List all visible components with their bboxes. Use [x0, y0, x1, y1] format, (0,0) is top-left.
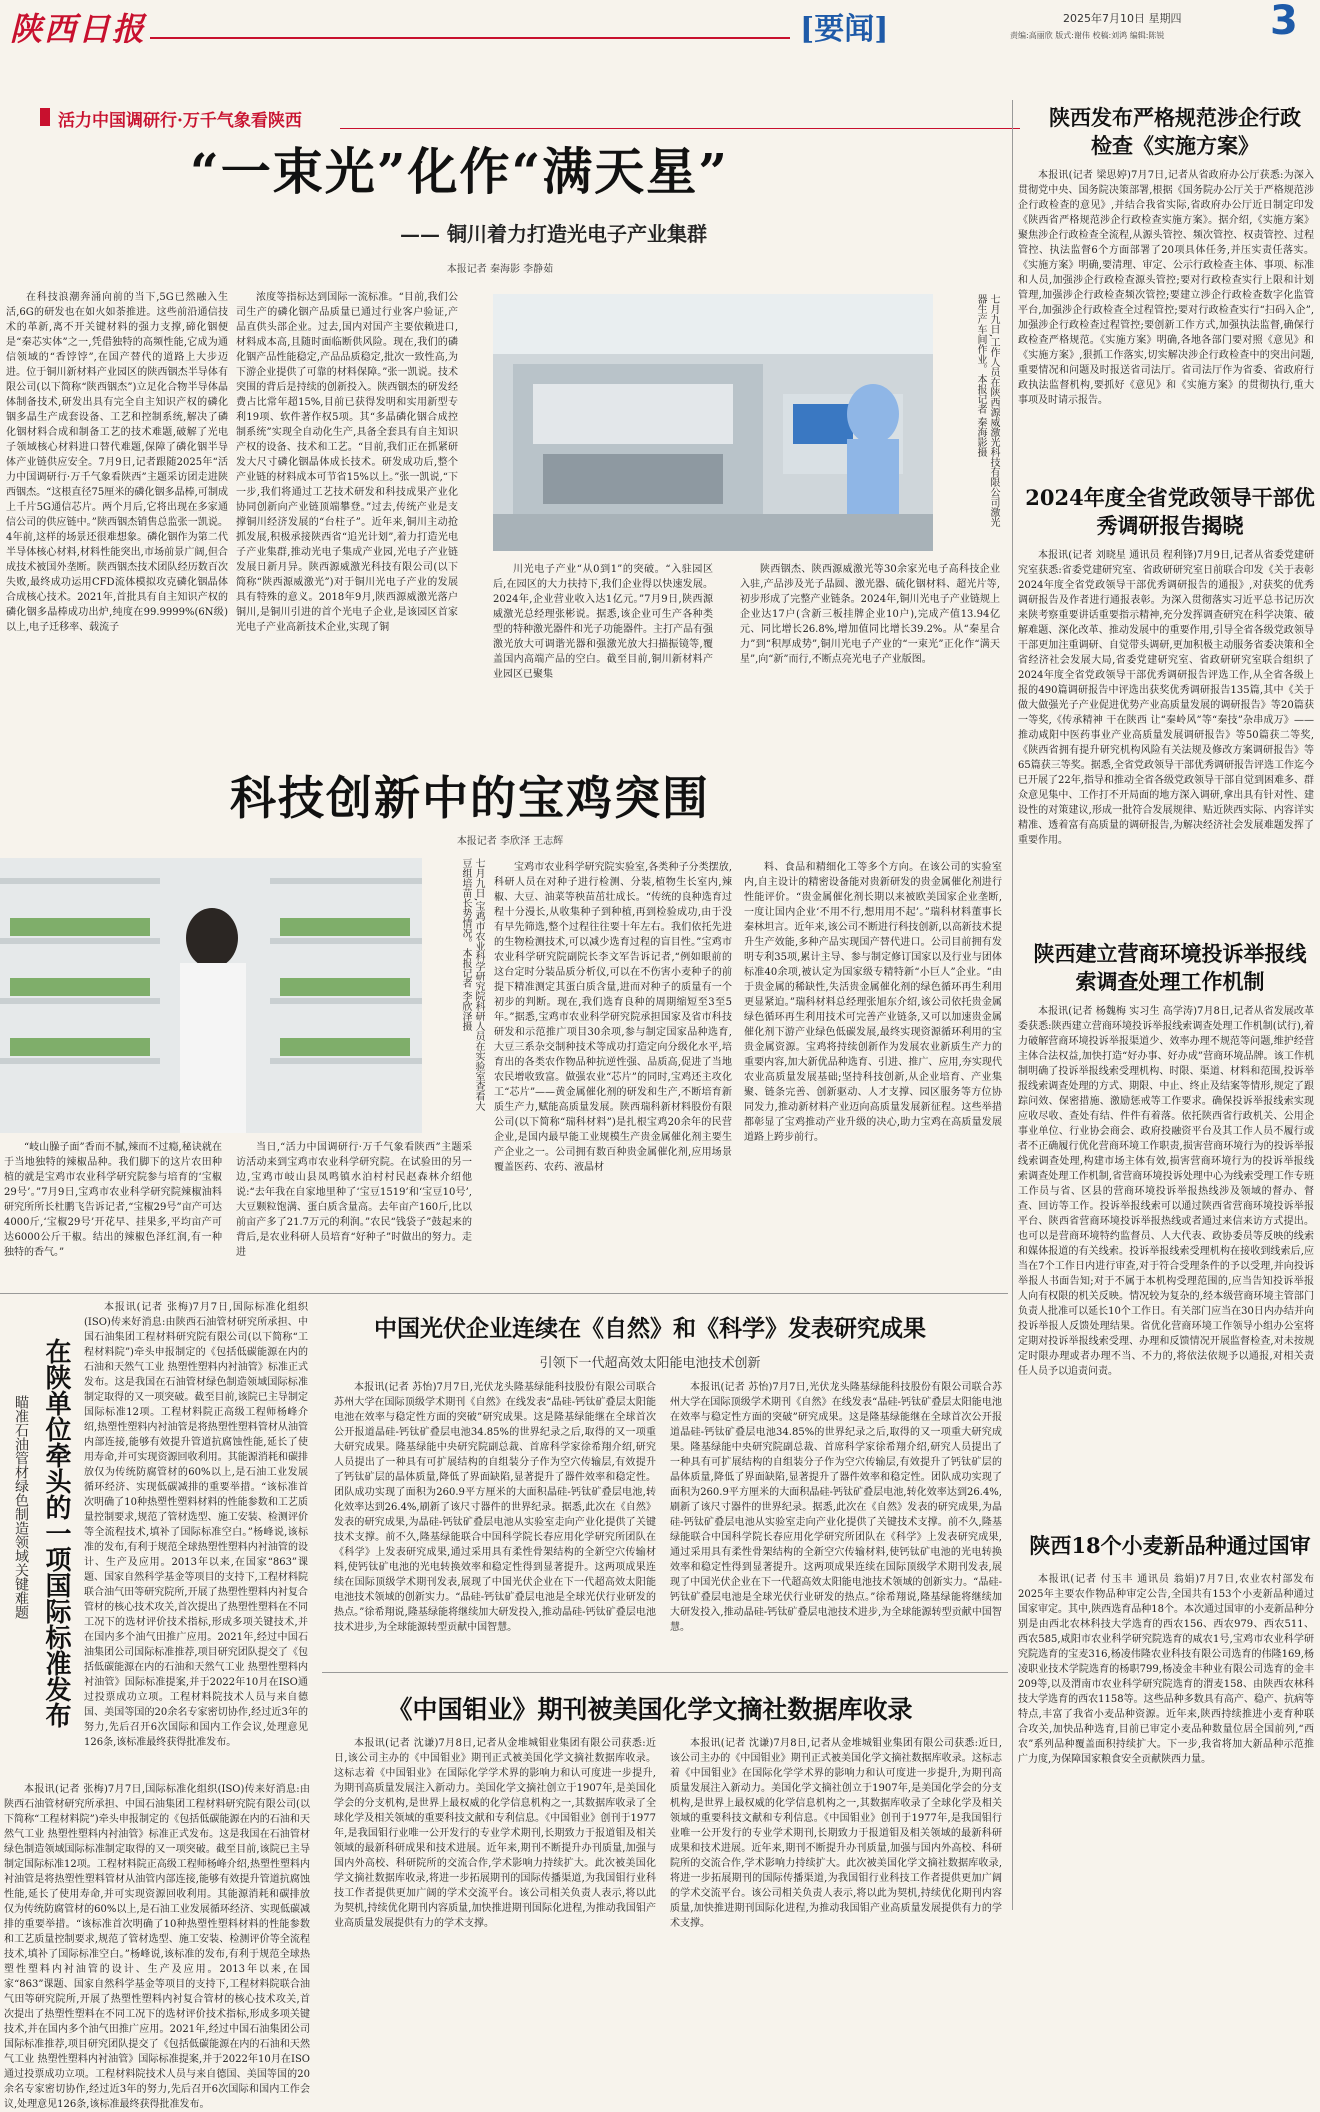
factory-photo-illustration: [493, 294, 933, 551]
moly-body-col-1: 本报讯(记者 沈谦)7月8日,记者从金堆城钼业集团有限公司获悉:近日,该公司主办的《中国钼业》期刊正式被美国化学文摘社数据库收录。这标志着《中国钼业》在国际化学学术界的影响力和认可度进一步提升,为期刊高质量发展注入新动力。美国化学文摘社创立于1907年,是美国化学会的分支机构,是世界上最权威的化学信息机构之一,其数据库收录了全球化学及相关领域的重要科技文献和专利信息。《中国钼业》创刊于1977年,是我国钼行业唯一公开发行的专业学术期刊,长期致力于报道钼及相关领域的最新科研成果和技术进展。近年来,期刊不断提升办刊质量,加强与国内外高校、科研院所的交流合作,学术影响力持续扩大。此次被美国化学文摘社数据库收录,将进一步拓展期刊的国际传播渠道,为我国钼行业科技工作者提供更加广阔的学术交流平台。该公司相关负责人表示,将以此为契机,持续优化期刊内容质量,加快推进期刊国际化进程,为推动我国钼产业高质量发展提供有力的学术支撑。: [334, 1738, 656, 1929]
issue-date: 2025年7月10日 星期四: [1063, 12, 1182, 25]
right-article-1-body: 本报讯(记者 梁思婷)7月7日,记者从省政府办公厅获悉:为深入贯彻党中央、国务院决策部署,根据《国务院办公厅关于严格规范涉企行政检查的意见》,并结合我省实际,省政府办公厅近日制定印发《陕西省严格规范涉企行政检查实施方案》。据介绍,《实施方案》聚焦涉企行政检查全流程,从源头管控、频次管控、权责管控、过程管控、执法监督6个方面部署了20项具体任务,并压实责任落实。《实施方案》明确,要清理、审定、公示行政检查主体、事项、标准和人员,加强涉企行政检查源头管控;要对行政检查实行上限和计划管理,加强涉企行政检查频次管控;要建立涉企行政检查数字化监管平台,加强涉企行政检查全过程管控;要对行政检查实行“扫码入企”,加强涉企行政检查过程管控;要创新工作方式,加强执法监督,确保行政检查严格规范。《实施方案》明确,各地各部门要对照《意见》和《实施方案》,狠抓工作落实,切实解决涉企行政检查中的突出问题,重要情况和问题及时报送省司法厅。省司法厅作为省委、省政府行政执法监督机构,要抓好《意见》和《实施方案》的贯彻执行,重大事项及时请示报告。: [1018, 170, 1314, 406]
baoji-headline: 科技创新中的宝鸡突围: [230, 771, 710, 825]
baoji-photo-lab: [0, 858, 422, 1133]
lead-col-2: 浓度等指标达到国际一流标准。“目前,我们公司生产的磷化铟产品质量已通过行业客户验证,产品直供头部企业。过去,国内对国产主要依赖进口,材料成本高,且随时面临断供风险。现在,我们的磷化铟产品性能稳定,产品品质稳定,批次一致性高,为下游企业提供了可靠的材料保障。”张一凯说。技术突围的背后是持续的创新投入。陕西铟杰的研发经费占比常年超15%,目前已获得发明和实用新型专利19项、软件著作权5项。其“多晶磷化铟合成控制系统”实现全自动化生产,具备全套具有自主知识产权的设备、技术和工艺。“目前,我们正在抓紧研发大尺寸磷化铟晶体成长技术。研发成功后,整个产业链的材料成本可节省15%以上。”张一凯说,“下一步,我们将通过工艺技术研发和科技成果产业化协同创新向产业链顶端攀登。”过去,传统产业是支撑铜川经济发展的“台柱子”。近年来,铜川主动抢抓发展,积极承接陕西省“追光计划”,着力打造光电子产业集群,推动光电子集成产业园,光电子产业链发展日新月异。陕西源威激光科技有限公司(以下简称“陕西源威激光”)对于铜川光电子产业的发展具有特殊的意义。2018年9月,陕西源威激光落户铜川,是铜川引进的首个光电子企业,是该园区首家光电子产业高新技术企业,实现了铜: [236, 292, 458, 633]
right-article-1-headline: 陕西发布严格规范涉企行政检查《实施方案》: [1049, 105, 1301, 158]
lead-byline: 本报记者 秦海影 李静茹: [446, 264, 554, 275]
right-article-2-headline: 2024年度全省党政领导干部优秀调研报告揭晓: [1025, 485, 1315, 538]
masthead: [0, 0, 1320, 48]
lead-col-1: 在科技浪潮奔涌向前的当下,5G已然融入生活,6G的研发也在如火如荼推进。这些前沿通信技术的革新,离不开关键材料的强力支撑,碲化铟便是“秦芯实体”之一,凭借独特的高频性能,它成为通信领域的“香饽饽”,在国产替代的道路上大步迈进。位于铜川新材料产业园区的陕西铟杰半导体有限公司(以下简称“陕西铟杰”)立足化合物半导体晶体制备技术,研发出具有完全自主知识产权的磷化铟多晶生产成套设备、工艺和控制系统,解决了磷化铟材料合成和制备工艺的技术难题,破解了光电子领域核心材料进口替代难题,保障了磷化铟半导体产业链供应安全。7月9日,记者跟随2025年“活力中国调研行·万千气象看陕西”主题采访团走进陕西铟杰。“这根直径75厘米的磷化铟多晶棒,可制成上千片5G通信芯片。两个月后,它将出现在多家通信公司的供应链中。”陕西铟杰销售总监张一凯说。4年前,这样的场景还很难想象。磷化铟作为第二代半导体核心材料,材料性能突出,市场前景广阔,但合成技术被国外垄断。陕西铟杰技术团队经历数百次失败,最终成功运用CFD流体模拟攻克磷化铟晶体合成核心技术。2021年,首批具有自主知识产权的磷化铟多晶棒成功出炉,纯度在99.9999%(6N级)以上,电子迁移率、载流子: [6, 292, 228, 633]
column-divider: [1012, 100, 1013, 1910]
lead-col-4: 陕西铟杰、陕西源威激光等30余家光电子高科技企业入驻,产品涉及光子晶圆、激光器、硫化铟材料、超光片等,初步形成了完整产业链条。2024年,铜川光电子产业链规上企业达17户(含新三板挂牌企业10户),完成产值13.94亿元、同比增长26.8%,增加值同比增长39.2%。从“秦星合力”到“积厚成势”,铜川光电子产业的“一束光”正化作“满天星”,向“新”而行,不断点亮光电子产业版图。: [740, 564, 1000, 665]
staff-line: 责编:高丽欣 版式:谢伟 校稿:刘鸿 编辑:陈锐: [1010, 31, 1165, 40]
right-article-4-headline: 陕西18个小麦新品种通过国审: [1029, 1533, 1311, 1558]
masthead-logo: 陕西日报: [10, 10, 147, 48]
baoji-col-1: “岐山臊子面”香而不腻,辣而不过瘾,秘诀就在于当地独特的辣椒品种。我们脚下的这片农田种植的就是宝鸡市农业科学研究院参与培育的‘宝椒29号’。”7月9日,宝鸡市农业科学研究院辣椒油料研究所所长杜鹏飞告诉记者,“宝椒29号”亩产可达4000斤,‘宝椒29号’开花早、挂果多,平均亩产可达6000公斤干椒。结出的辣椒色泽红润,有一种独特的香气。”: [4, 1142, 222, 1258]
bottom-left-body-top: 本报讯(记者 张梅)7月7日,国际标准化组织(ISO)传来好消息:由陕西石油管材研究所承担、中国石油集团工程材料研究院有限公司(以下简称“工程材料院”)牵头申报制定的《包括低碳能源在内的石油和天然气工业 热塑性塑料内衬油管》标准正式发布。这是我国在石油管材绿色制造领域国际标准制定取得的又一项突破。截至目前,该院已主导制定国际标准12项。工程材料院正高级工程师杨峰介绍,热塑性塑料内衬油管是将热塑性塑料管材从油管内部连接,能够有效提升管道抗腐蚀性能,延长了使用寿命,并可实现资源回收利用。其能源消耗和碳排放仅为传统防腐管材的60%以上,是石油工业发展循环经济、实现低碳减排的重要举措。“该标准首次明确了10种热塑性塑料材料的性能参数和工艺质量控制要求,规范了管材选型、施工安装、检测评价等全流程技术,填补了国际标准空白。”杨峰说,该标准的发布,有利于规范全球热塑性塑料内衬油管的设计、生产及应用。2013年以来,在国家“863”课题、国家自然科学基金等项目的支持下,工程材料院联合油气田等研究院所,开展了热塑性塑料内衬复合管材的核心技术攻关,首次提出了热塑性塑料在不同工况下的选材评价技术指标,形成多项关键技术,并在国内多个油气田推广应用。2021年,经过中国石油集团公司国际标准推荐,项目研究团队提交了《包括低碳能源在内的石油和天然气工业 热塑性塑料内衬油管》国际标准提案,并于2022年10月在ISO通过投票成功立项。工程材料院技术人员与来自德国、美国等国的20余名专家密切协作,经过近3年的努力,先后召开6次国际和国内工作会议,处理意见126条,该标准最终获得批准发布。: [84, 1302, 308, 1748]
lead-col-3: 川光电子产业“从0到1”的突破。“入驻园区后,在园区的大力扶持下,我们企业得以快速发展。2024年,企业营业收入达1亿元。”7月9日,陕西源威激光总经理张彬说。据悉,该企业可生产各种类型的特种激光器件和光子功能器件。主打产品有强激光放大可调谐光器和强激光放大扫描振镜等,覆盖国内高端产品的空白。截至目前,铜川新材料产业园区已聚集: [493, 564, 713, 680]
pv-subhead: 引领下一代超高效太阳能电池技术创新: [539, 1356, 761, 1371]
topic-banner-label: 活力中国调研行·万千气象看陕西: [58, 111, 302, 131]
bottom-left-subhead: 瞄准石油管材绿色制造领域关键难题: [13, 1395, 29, 1619]
right-article-4-body: 本报讯(记者 付玉丰 通讯员 翁娟)7月7日,农业农村部发布2025年主要农作物品种审定公告,全国共有153个小麦新品种通过国家审定。其中,陕西选育品种18个。本次通过国审的小麦新品种分别是由西北农林科技大学选育的西农156、西农979、西农511、西农585,咸阳市农业科学研究院选育的咸农1号,宝鸡市农业科学研究院选育的宝麦316,杨凌伟隆农业科技有限公司选育的伟隆169,杨凌职业技术学院选育的杨职799,杨凌金丰种业有限公司选育的金丰209等,以及渭南市农业科学研究院选育的渭麦158、由陕西农林科技大学选育的西农1158等。这些品种多数具有高产、稳产、抗病等特点,丰富了我省小麦品种资源。近年来,陕西持续推进小麦育种联合攻关,加快品种选育,目前已审定小麦品种数量位居全国前列,“西农”系列品种覆盖面积持续扩大。下一步,我省将加大新品种示范推广力度,为保障国家粮食安全贡献陕西力量。: [1018, 1574, 1314, 1765]
topic-banner: [40, 104, 1000, 130]
lead-subhead: —— 铜川着力打造光电子产业集群: [400, 222, 707, 246]
pv-body-col-2: 本报讯(记者 苏怡)7月7日,光伏龙头隆基绿能科技股份有限公司联合苏州大学在国际顶级学术期刊《自然》在线发表“晶硅-钙钛矿叠层太阳能电池在效率与稳定性方面的突破”研究成果。这是隆基绿能继在全球首次公开报道晶硅-钙钛矿叠层电池34.85%的世界纪录之后,取得的又一项重大研究成果。隆基绿能中央研究院副总裁、首席科学家徐希翔介绍,研究人员提出了一种具有可扩展结构的自组装分子作为空穴传输层,有效提升了钙钛矿层的晶体质量,降低了界面缺陷,显著提升了器件效率和稳定性。团队成功实现了面积为260.9平方厘米的大面积晶硅-钙钛矿叠层电池,转化效率达到26.4%,刷新了该尺寸器件的世界纪录。据悉,此次在《自然》发表的研究成果,为晶硅-钙钛矿叠层电池从实验室走向产业化提供了关键技术支撑。前不久,隆基绿能联合中国科学院长春应用化学研究所团队在《科学》上发表研究成果,通过采用具有柔性骨架结构的全新空穴传输材料,使钙钛矿电池的光电转换效率和稳定性得到显著提升。这两项成果连续在国际顶级学术期刊发表,展现了中国光伏企业在下一代超高效太阳能电池技术领域的创新实力。“晶硅-钙钛矿叠层电池是全球光伏行业研发的热点。”徐希翔说,隆基绿能将继续加大研发投入,推动晶硅-钙钛矿叠层电池技术进步,为全球能源转型贡献中国智慧。: [670, 1382, 1002, 1633]
pv-body-col-1: 本报讯(记者 苏怡)7月7日,光伏龙头隆基绿能科技股份有限公司联合苏州大学在国际顶级学术期刊《自然》在线发表“晶硅-钙钛矿叠层太阳能电池在效率与稳定性方面的突破”研究成果。这是隆基绿能继在全球首次公开报道晶硅-钙钛矿叠层电池34.85%的世界纪录之后,取得的又一项重大研究成果。隆基绿能中央研究院副总裁、首席科学家徐希翔介绍,研究人员提出了一种具有可扩展结构的自组装分子作为空穴传输层,有效提升了钙钛矿层的晶体质量,降低了界面缺陷,显著提升了器件效率和稳定性。团队成功实现了面积为260.9平方厘米的大面积晶硅-钙钛矿叠层电池,转化效率达到26.4%,刷新了该尺寸器件的世界纪录。据悉,此次在《自然》发表的研究成果,为晶硅-钙钛矿叠层电池从实验室走向产业化提供了关键技术支撑。前不久,隆基绿能联合中国科学院长春应用化学研究所团队在《科学》上发表研究成果,通过采用具有柔性骨架结构的全新空穴传输材料,使钙钛矿电池的光电转换效率和稳定性得到显著提升。这两项成果连续在国际顶级学术期刊发表,展现了中国光伏企业在下一代超高效太阳能电池技术领域的创新实力。“晶硅-钙钛矿叠层电池是全球光伏行业研发的热点。”徐希翔说,隆基绿能将继续加大研发投入,推动晶硅-钙钛矿叠层电池技术进步,为全球能源转型贡献中国智慧。: [334, 1382, 656, 1633]
page-number: 3: [1270, 0, 1298, 44]
baoji-col-2: 当日,“活力中国调研行·万千气象看陕西”主题采访活动来到宝鸡市农业科学研究院。在试验田的另一边,宝鸡市岐山县凤鸣镇水泊村村民赵森林介绍他说:“去年我在自家地里种了‘宝豆1519’和‘宝豆10号’,大豆颗粒饱满、蛋白质含量高。去年亩产160斤,比以前亩产多了21.7万元的利润。”农民“钱袋子”鼓起来的背后,是农业科研人员培育“好种子”时做出的努力。走进: [236, 1142, 472, 1258]
masthead-rule: [150, 37, 790, 39]
section-divider-2: [322, 1672, 1008, 1673]
bottom-left-body-bottom: 本报讯(记者 张梅)7月7日,国际标准化组织(ISO)传来好消息:由陕西石油管材研究所承担、中国石油集团工程材料研究院有限公司(以下简称“工程材料院”)牵头申报制定的《包括低碳能源在内的石油和天然气工业 热塑性塑料内衬油管》标准正式发布。这是我国在石油管材绿色制造领域国际标准制定取得的又一项突破。截至目前,该院已主导制定国际标准12项。工程材料院正高级工程师杨峰介绍,热塑性塑料内衬油管是将热塑性塑料管材从油管内部连接,能够有效提升管道抗腐蚀性能,延长了使用寿命,并可实现资源回收利用。其能源消耗和碳排放仅为传统防腐管材的60%以上,是石油工业发展循环经济、实现低碳减排的重要举措。“该标准首次明确了10种热塑性塑料材料的性能参数和工艺质量控制要求,规范了管材选型、施工安装、检测评价等全流程技术,填补了国际标准空白。”杨峰说,该标准的发布,有利于规范全球热塑性塑料内衬油管的设计、生产及应用。2013年以来,在国家“863”课题、国家自然科学基金等项目的支持下,工程材料院联合油气田等研究院所,开展了热塑性塑料内衬复合管材的核心技术攻关,首次提出了热塑性塑料在不同工况下的选材评价技术指标,形成多项关键技术,并在国内多个油气田推广应用。2021年,经过中国石油集团公司国际标准推荐,项目研究团队提交了《包括低碳能源在内的石油和天然气工业 热塑性塑料内衬油管》国际标准提案,并于2022年10月在ISO通过投票成功立项。工程材料院技术人员与来自德国、美国等国的20余名专家密切协作,经过近3年的努力,先后召开6次国际和国内工作会议,处理意见126条,该标准最终获得批准发布。: [4, 1784, 310, 2110]
baoji-col-4: 料、食品和精细化工等多个方向。在该公司的实验室内,自主设计的精密设备能对贵新研发的贵金属催化剂进行性能评价。“贵金属催化剂长期以来被欧美国家企业垄断,一度让国内企业‘不用不行,想用用不起’。”瑞科材料董事长秦林坦言。近年来,该公司不断进行科技创新,以高新技术提升生产效能,多种产品实现国产替代进口。公司目前拥有发明专利35项,累计主导、参与制定修订国家以及行业与团体标准40余项,被认定为国家级专精特新“小巨人”企业。“由于贵金属的稀缺性,失活贵金属催化剂的绿色循环再生利用更显紧迫。”瑞科材料总经理张旭东介绍,该公司依托贵金属绿色循环再生利用技术可完善产业链条,又可以加速贵金属催化剂下游产业绿色低碳发展,最终实现资源循环利用的宝贵金属资源。宝鸡将持续创新作为发展农业新质生产力的重要内容,加大新优品种选育、引进、推广、应用,夯实现代农业高质量发展基础;坚持科技创新,从企业培育、产业集聚、链条完善、创新驱动、人才支撑、园区服务等方位协同发力,推动新材料产业迈向高质量发展新征程。这些举措都彰显了宝鸡推动产业升级的决心,助力宝鸡在高质量发展道路上跨步前行。: [744, 862, 1002, 1143]
baoji-photo-caption: 七月九日,宝鸡市农业科学研究院科研人员在实验室查看大豆组培苗长势情况。本报记者 李欣泽摄: [460, 858, 484, 1112]
section-divider: [0, 1293, 1008, 1294]
lab-photo-illustration: [0, 858, 422, 1133]
right-article-3-body: 本报讯(记者 杨魏梅 实习生 高学涛)7月8日,记者从省发展改革委获悉:陕西建立营商环境投诉举报线索调查处理工作机制(试行),着力破解营商环境投诉举报渠道少、效率办理不规范等问题,维护经营主体合法权益,加快打造“好办事、好办成”营商环境品牌。该工作机制明确了投诉举报线索受理机构、时限、渠道、材料和范围,投诉举报线索调查处理的方式、期限、中止、终止及结案等情形,规定了跟踪问效、保密措施、激励惩戒等工作要求。确保投诉举报线索实现应收尽收、查处有结、件件有着落。依托陕西省行政机关、公用企事业单位、行业协会商会、政府投融资平台及其工作人员不履行或者不正确履行优化营商环境工作职责,损害营商环境行为的投诉举报线索调查处理,构建市场主体有效,损害营商环境行为的投诉举报线索调查处理工作机制,省营商环境投诉处理中心为线索受理工作专班工作员与省、区县的营商环境投诉举报热线涉及领域的督办、督查、回访等工作。投诉举报线索可以通过陕西省营商环境投诉举报平台、陕西省营商环境投诉举报热线或者通过来信来访方式提出。也可以是营商环境特约监督员、人大代表、政协委员等反映的线索和媒体报道的有关线索。投诉举报线索受理机构在接收到线索后,应当在7个工作日内进行审查,对于符合受理条件的予以受理,并向投诉举报人书面告知;对于不属于本机构受理范围的,应当告知投诉举报人向有权限的机关反映。情况较为复杂的,经本级营商环境主管部门负责人批准可以延长10个工作日。有关部门应当在30日内办结并向投诉举报人反馈处理结果。省优化营商环境工作领导小组办公室将定期对投诉举报线索受理、办理和反馈情况开展监督检查,对未按规定时限办理或者办理不当、不力的,将依法依规予以通报,对相关责任人员予以追责问责。: [1018, 1006, 1314, 1377]
pv-headline: 中国光伏企业连续在《自然》和《科学》发表研究成果: [374, 1315, 926, 1342]
section-title: [要闻]: [800, 12, 889, 47]
lead-headline: “一束光”化作“满天星”: [190, 142, 730, 201]
moly-body-col-2: 本报讯(记者 沈谦)7月8日,记者从金堆城钼业集团有限公司获悉:近日,该公司主办的《中国钼业》期刊正式被美国化学文摘社数据库收录。这标志着《中国钼业》在国际化学学术界的影响力和认可度进一步提升,为期刊高质量发展注入新动力。美国化学文摘社创立于1907年,是美国化学会的分支机构,是世界上最权威的化学信息机构之一,其数据库收录了全球化学及相关领域的重要科技文献和专利信息。《中国钼业》创刊于1977年,是我国钼行业唯一公开发行的专业学术期刊,长期致力于报道钼及相关领域的最新科研成果和技术进展。近年来,期刊不断提升办刊质量,加强与国内外高校、科研院所的交流合作,学术影响力持续扩大。此次被美国化学文摘社数据库收录,将进一步拓展期刊的国际传播渠道,为我国钼行业科技工作者提供更加广阔的学术交流平台。该公司相关负责人表示,将以此为契机,持续优化期刊内容质量,加快推进期刊国际化进程,为推动我国钼产业高质量发展提供有力的学术支撑。: [670, 1738, 1002, 1929]
baoji-col-3: 宝鸡市农业科学研究院实验室,各类种子分类摆放,科研人员在对种子进行检测、分装,植物生长室内,辣椒、大豆、油菜等秧苗茁壮成长。“传统的良种选育过程十分漫长,从收集种子到种植,再到检验成功,由于没有早先筛选,整个过程往往要十年左右。我们依托先进的生物检测技术,可以减少选育过程的盲目性。”宝鸡市农业科学研究院副院长李文军告诉记者,“例如眼前的这台定时分装品质分析仪,可以在不伤害小麦种子的前提下精准测定其蛋白质含量,进而对种子的质量有一个初步的判断。现在,我们选育良种的周期缩短至3至5年。”据悉,宝鸡市农业科学研究院承担国家及省市科技研发和示范推广项目30余项,参与制定国家品种选育,大豆三系杂交制种技术等成功打造定向分级化水平,培育出的各类农作物品种抗逆性强、品质高,促进了当地农民增收致富。做强农业“芯片”的同时,宝鸡还主攻化工“芯片”——黄金属催化剂的研发和生产,不断培育新质生产力,赋能高质量发展。陕西瑞科新材料股份有限公司(以下简称“瑞科材料”)是扎根宝鸡20余年的民营企业,是国内最早能工业规模生产贵金属催化剂主要生产企业之一。公司拥有数百种贵金属催化剂,应用场景覆盖医药、农药、液晶材: [494, 862, 732, 1173]
baoji-byline: 本报记者 李欣泽 王志辉: [456, 836, 564, 847]
moly-headline: 《中国钼业》期刊被美国化学文摘社数据库收录: [387, 1695, 913, 1724]
lead-photo-factory: [493, 294, 933, 551]
section-label: 要闻: [814, 12, 875, 47]
right-article-3-headline: 陕西建立营商环境投诉举报线索调查处理工作机制: [1033, 941, 1307, 994]
bottom-left-headline: 在陕单位牵头的一项国际标准发布: [41, 1338, 71, 1728]
right-article-2-body: 本报讯(记者 刘晓星 通讯员 程利锋)7月9日,记者从省委党建研究室获悉:省委党建研究室、省政研研究室日前联合印发《关于表彰2024年度全省党政领导干部优秀调研报告的通报》,对获奖的优秀调研报告及作者进行通报表彰。为深入贯彻落实习近平总书记历次来陕考察重要讲话重要指示精神,充分发挥调查研究在科学决策、破解难题、深化改革、推动发展中的重要作用,引导全省各级党政领导干部更加注重调研、自觉带头调研,更加积极主动服务省委决策和全省经济社会发展大局,省委党建研究室、省政研研究室联合组织了2024年度全省党政领导干部优秀调研报告评选工作,从全省各级上报的490篇调研报告中评选出获奖优秀调研报告135篇,其中《关于做大做强光子产业促进优势产业高质量发展的调研报告》等20篇获一等奖,《传承精神 干在陕西 让“秦岭风”等“秦技”杂串成万》——推动咸阳中医药事业产业高质量发展调研报告》等50篇获二等奖,《陕西省拥有提升研究机构风险有关法规及修改方案调研报告》等65篇获三等奖。据悉,全省党政领导干部优秀调研报告评选工作迄今已开展了22年,指导和推动全省各级党政领导干部自觉到困难多、群众意见集中、工作打不开局面的地方深入调研,拿出具有针对性、建设性的对策建议,形成一批符合发展规律、贴近陕西实际、内容详实精准、透着富有高质量的调研报告,为解决经济社会发展难题发挥了重要作用。: [1018, 550, 1314, 846]
lead-photo-caption: 七月九日,工作人员在陕西源威激光科技有限公司激光器生产车间作业。本报记者 秦海影摄: [975, 294, 999, 528]
